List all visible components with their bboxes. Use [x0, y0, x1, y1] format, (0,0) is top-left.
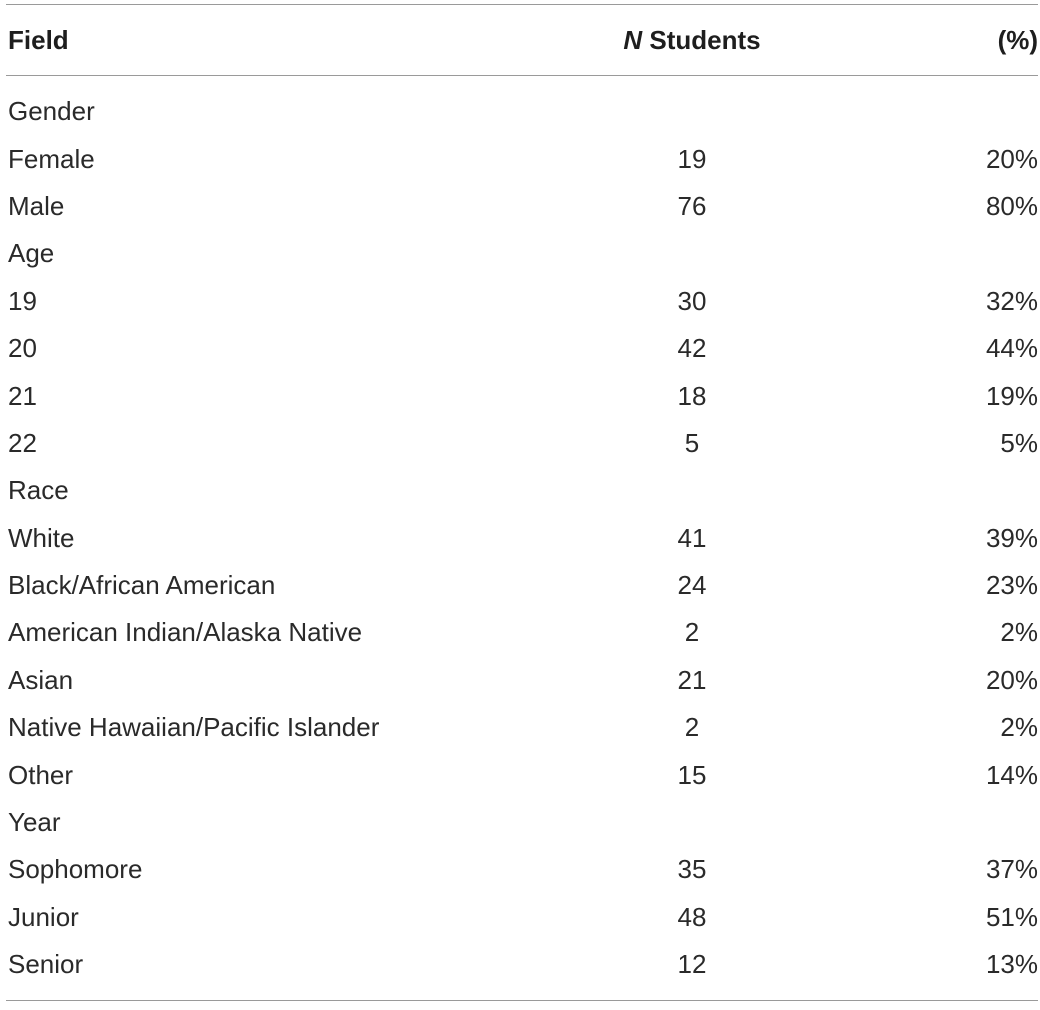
table-bottom-rule [6, 1000, 1038, 1001]
row-field: Race [8, 475, 69, 506]
row-pct: 20% [985, 664, 1038, 695]
row-field: Male [8, 190, 65, 221]
table-row [6, 941, 1038, 988]
row-pct: 14% [985, 759, 1038, 790]
row-field: Other [8, 759, 74, 790]
row-n: 5 [684, 427, 700, 458]
row-n: 42 [677, 333, 707, 364]
table-row [6, 751, 1038, 798]
row-n: 2 [684, 617, 700, 648]
header-percent: (%) [997, 24, 1038, 55]
table-row [6, 657, 1038, 704]
row-field: Sophomore [8, 854, 143, 885]
table-row [6, 799, 1038, 846]
table-row [6, 846, 1038, 893]
header-n-letter: N [623, 24, 643, 55]
table-row [6, 420, 1038, 467]
table-row [6, 515, 1038, 562]
row-pct: 23% [985, 570, 1038, 601]
row-field: Female [8, 143, 95, 174]
header-field: Field [8, 24, 69, 55]
row-n: 18 [677, 380, 707, 411]
row-field: Gender [8, 96, 95, 127]
table-row [6, 467, 1038, 514]
row-field: 22 [8, 427, 37, 458]
table-row [6, 894, 1038, 941]
row-pct: 2% [1000, 712, 1038, 743]
row-pct: 80% [985, 190, 1038, 221]
table-row [6, 372, 1038, 419]
row-n: 48 [677, 901, 707, 932]
table-body [6, 76, 1038, 1000]
row-n: 21 [677, 664, 707, 695]
row-field: Senior [8, 949, 84, 980]
row-n: 30 [677, 285, 707, 316]
header-students-label: Students [649, 24, 761, 55]
row-field: 19 [8, 285, 37, 316]
row-n: 24 [677, 570, 707, 601]
table-row [6, 135, 1038, 182]
row-pct: 44% [985, 333, 1038, 364]
table-row [6, 609, 1038, 656]
row-n: 41 [677, 522, 707, 553]
row-field: 20 [8, 333, 37, 364]
row-pct: 51% [985, 901, 1038, 932]
row-pct: 37% [985, 854, 1038, 885]
header-n-students [608, 25, 776, 56]
table-row [6, 230, 1038, 277]
table-header-row [6, 5, 1038, 75]
table-row [6, 704, 1038, 751]
row-field: Native Hawaiian/Pacific Islander [8, 712, 380, 743]
table-row [6, 88, 1038, 135]
row-pct: 32% [985, 285, 1038, 316]
row-field: Year [8, 807, 61, 838]
row-n: 19 [677, 143, 707, 174]
row-field: Age [8, 238, 55, 269]
row-n: 76 [677, 190, 707, 221]
row-field: American Indian/Alaska Native [8, 617, 363, 648]
row-n: 2 [684, 712, 700, 743]
row-field: Asian [8, 664, 74, 695]
row-pct: 20% [985, 143, 1038, 174]
row-pct: 39% [985, 522, 1038, 553]
table-row [6, 278, 1038, 325]
row-pct: 19% [985, 380, 1038, 411]
row-pct: 2% [1000, 617, 1038, 648]
row-n: 15 [677, 759, 707, 790]
table-row [6, 562, 1038, 609]
row-field: Junior [8, 901, 79, 932]
row-field: Black/African American [8, 570, 276, 601]
row-pct: 13% [985, 949, 1038, 980]
demographics-table [6, 4, 1038, 1001]
table-row [6, 325, 1038, 372]
row-n: 12 [677, 949, 707, 980]
row-field: White [8, 522, 75, 553]
row-field: 21 [8, 380, 37, 411]
row-n: 35 [677, 854, 707, 885]
row-pct: 5% [1000, 427, 1038, 458]
table-row [6, 183, 1038, 230]
